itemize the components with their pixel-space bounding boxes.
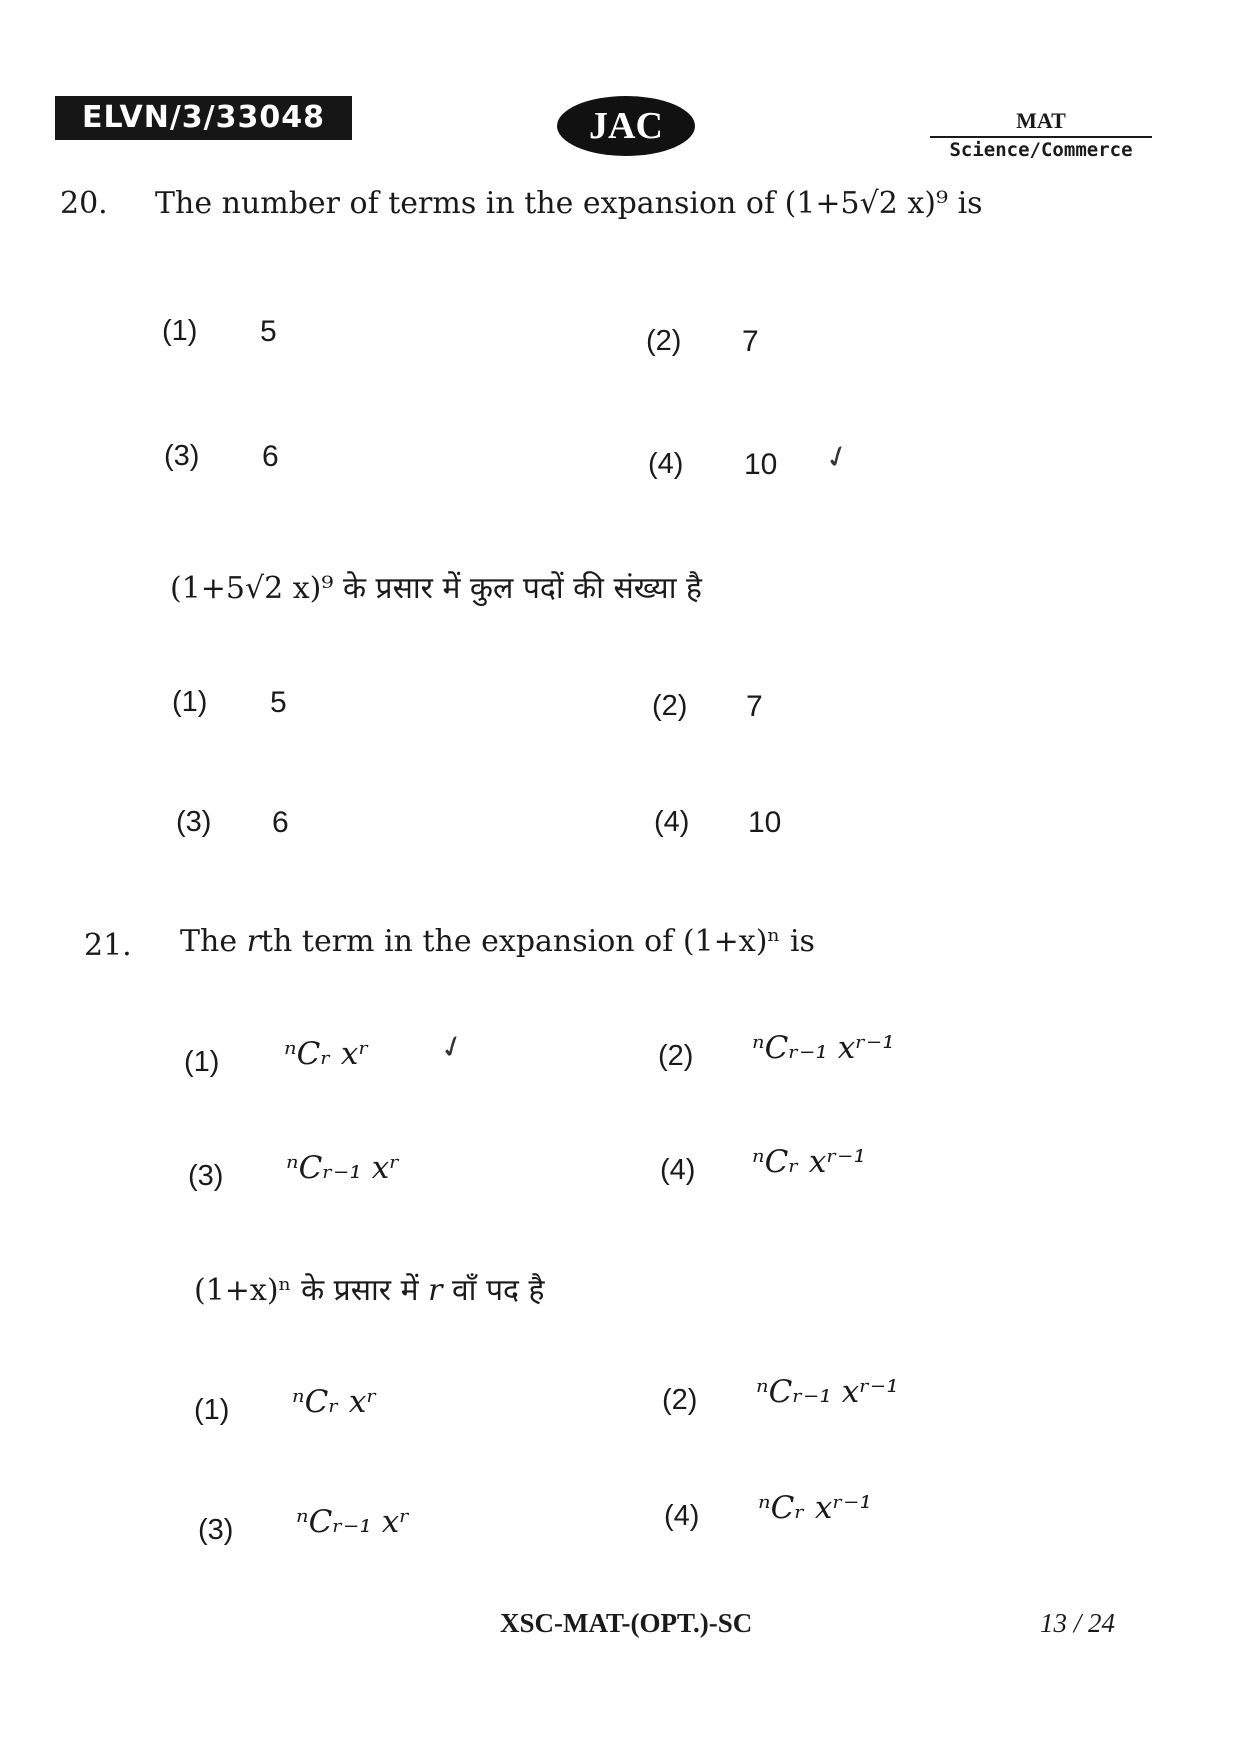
q21-expression: (1+x)ⁿ bbox=[682, 924, 781, 959]
q21-hi-option-2-number: (2) bbox=[662, 1384, 698, 1416]
subject-label: MAT bbox=[1016, 108, 1066, 133]
q21-text-hi-a: के प्रसार में bbox=[301, 1273, 419, 1308]
q20-text-hi: के प्रसार में कुल पदों की संख्या है bbox=[342, 571, 702, 606]
q21-hi-expression: (1+x)ⁿ bbox=[194, 1273, 292, 1308]
q21-en-option-2-value: ⁿCᵣ₋₁ xʳ⁻¹ bbox=[752, 1030, 895, 1066]
q21-hi-option-3-number: (3) bbox=[198, 1514, 234, 1546]
q20-suffix: is bbox=[957, 186, 983, 221]
q21-en-option-2-number: (2) bbox=[658, 1040, 694, 1072]
footer-paper-code: XSC-MAT-(OPT.)-SC bbox=[500, 1608, 753, 1638]
q21-hi-option-2-value: ⁿCᵣ₋₁ xʳ⁻¹ bbox=[756, 1374, 899, 1410]
q21-text-hi-b: वाँ पद है bbox=[451, 1273, 545, 1308]
q21-hi-option-1-number: (1) bbox=[194, 1394, 230, 1426]
tick-mark-icon: ✓ bbox=[819, 436, 856, 479]
q20-hi-option-1-value: 5 bbox=[270, 686, 287, 719]
q20-en-option-2-number: (2) bbox=[646, 325, 682, 357]
q21-text-en-a: The bbox=[180, 924, 238, 959]
tick-mark-icon: ✓ bbox=[434, 1026, 471, 1069]
q20-expression: (1+5√2 x)⁹ bbox=[784, 186, 949, 221]
stream-label: Science/Commerce bbox=[949, 139, 1133, 161]
paper-code-badge: ELVN/3/33048 bbox=[55, 96, 352, 140]
q21-hi-option-4-number: (4) bbox=[664, 1500, 700, 1532]
q20-en-option-4-value: 10 bbox=[744, 448, 778, 481]
q21-en-option-1-number: (1) bbox=[184, 1046, 220, 1078]
q20-number: 20. bbox=[60, 186, 108, 221]
q21-number: 21. bbox=[84, 928, 132, 963]
q21-en-option-4-number: (4) bbox=[660, 1154, 696, 1186]
jac-logo: JAC bbox=[557, 96, 695, 156]
q20-text-en: The number of terms in the expansion of bbox=[155, 186, 776, 221]
q20-hi-option-4-value: 10 bbox=[748, 806, 782, 839]
q20-hi-option-4-number: (4) bbox=[654, 806, 690, 838]
q20-en-option-1-number: (1) bbox=[162, 315, 198, 347]
q20-hi-option-2-number: (2) bbox=[652, 690, 688, 722]
q20-en-option-2-value: 7 bbox=[742, 325, 759, 358]
subject-divider bbox=[930, 136, 1152, 138]
q21-hi-option-4-value: ⁿCᵣ xʳ⁻¹ bbox=[758, 1490, 872, 1526]
q21-suffix: is bbox=[789, 924, 815, 959]
q21-en-option-4-value: ⁿCᵣ xʳ⁻¹ bbox=[752, 1144, 866, 1180]
q20-en-option-3-value: 6 bbox=[262, 440, 279, 473]
q21-hi-option-3-value: ⁿCᵣ₋₁ xʳ bbox=[296, 1504, 410, 1540]
q20-hi-option-1-number: (1) bbox=[172, 686, 208, 718]
q21-text-hi-r: r bbox=[428, 1273, 443, 1308]
page-number: 13 / 24 bbox=[1040, 1608, 1116, 1638]
q20-en-option-3-number: (3) bbox=[164, 440, 200, 472]
q21-text-en-r: r bbox=[246, 924, 261, 959]
q20-hi-option-3-value: 6 bbox=[272, 806, 289, 839]
q21-en-option-3-number: (3) bbox=[188, 1160, 224, 1192]
q21-hi-option-1-value: ⁿCᵣ xʳ bbox=[292, 1384, 378, 1420]
q20-question-en bbox=[155, 186, 983, 221]
q20-hi-expression: (1+5√2 x)⁹ bbox=[170, 571, 334, 606]
q20-en-option-1-value: 5 bbox=[260, 315, 277, 348]
q20-question-hi bbox=[170, 566, 702, 607]
q20-en-option-4-number: (4) bbox=[648, 448, 684, 480]
q21-en-option-3-value: ⁿCᵣ₋₁ xʳ bbox=[286, 1150, 400, 1186]
q20-hi-option-2-value: 7 bbox=[746, 690, 763, 723]
q21-question-en bbox=[180, 924, 815, 959]
q21-text-en-b: th term in the expansion of bbox=[260, 924, 674, 959]
q20-hi-option-3-number: (3) bbox=[176, 806, 212, 838]
q21-en-option-1-value: ⁿCᵣ xʳ bbox=[284, 1036, 370, 1072]
q21-question-hi bbox=[194, 1268, 544, 1309]
